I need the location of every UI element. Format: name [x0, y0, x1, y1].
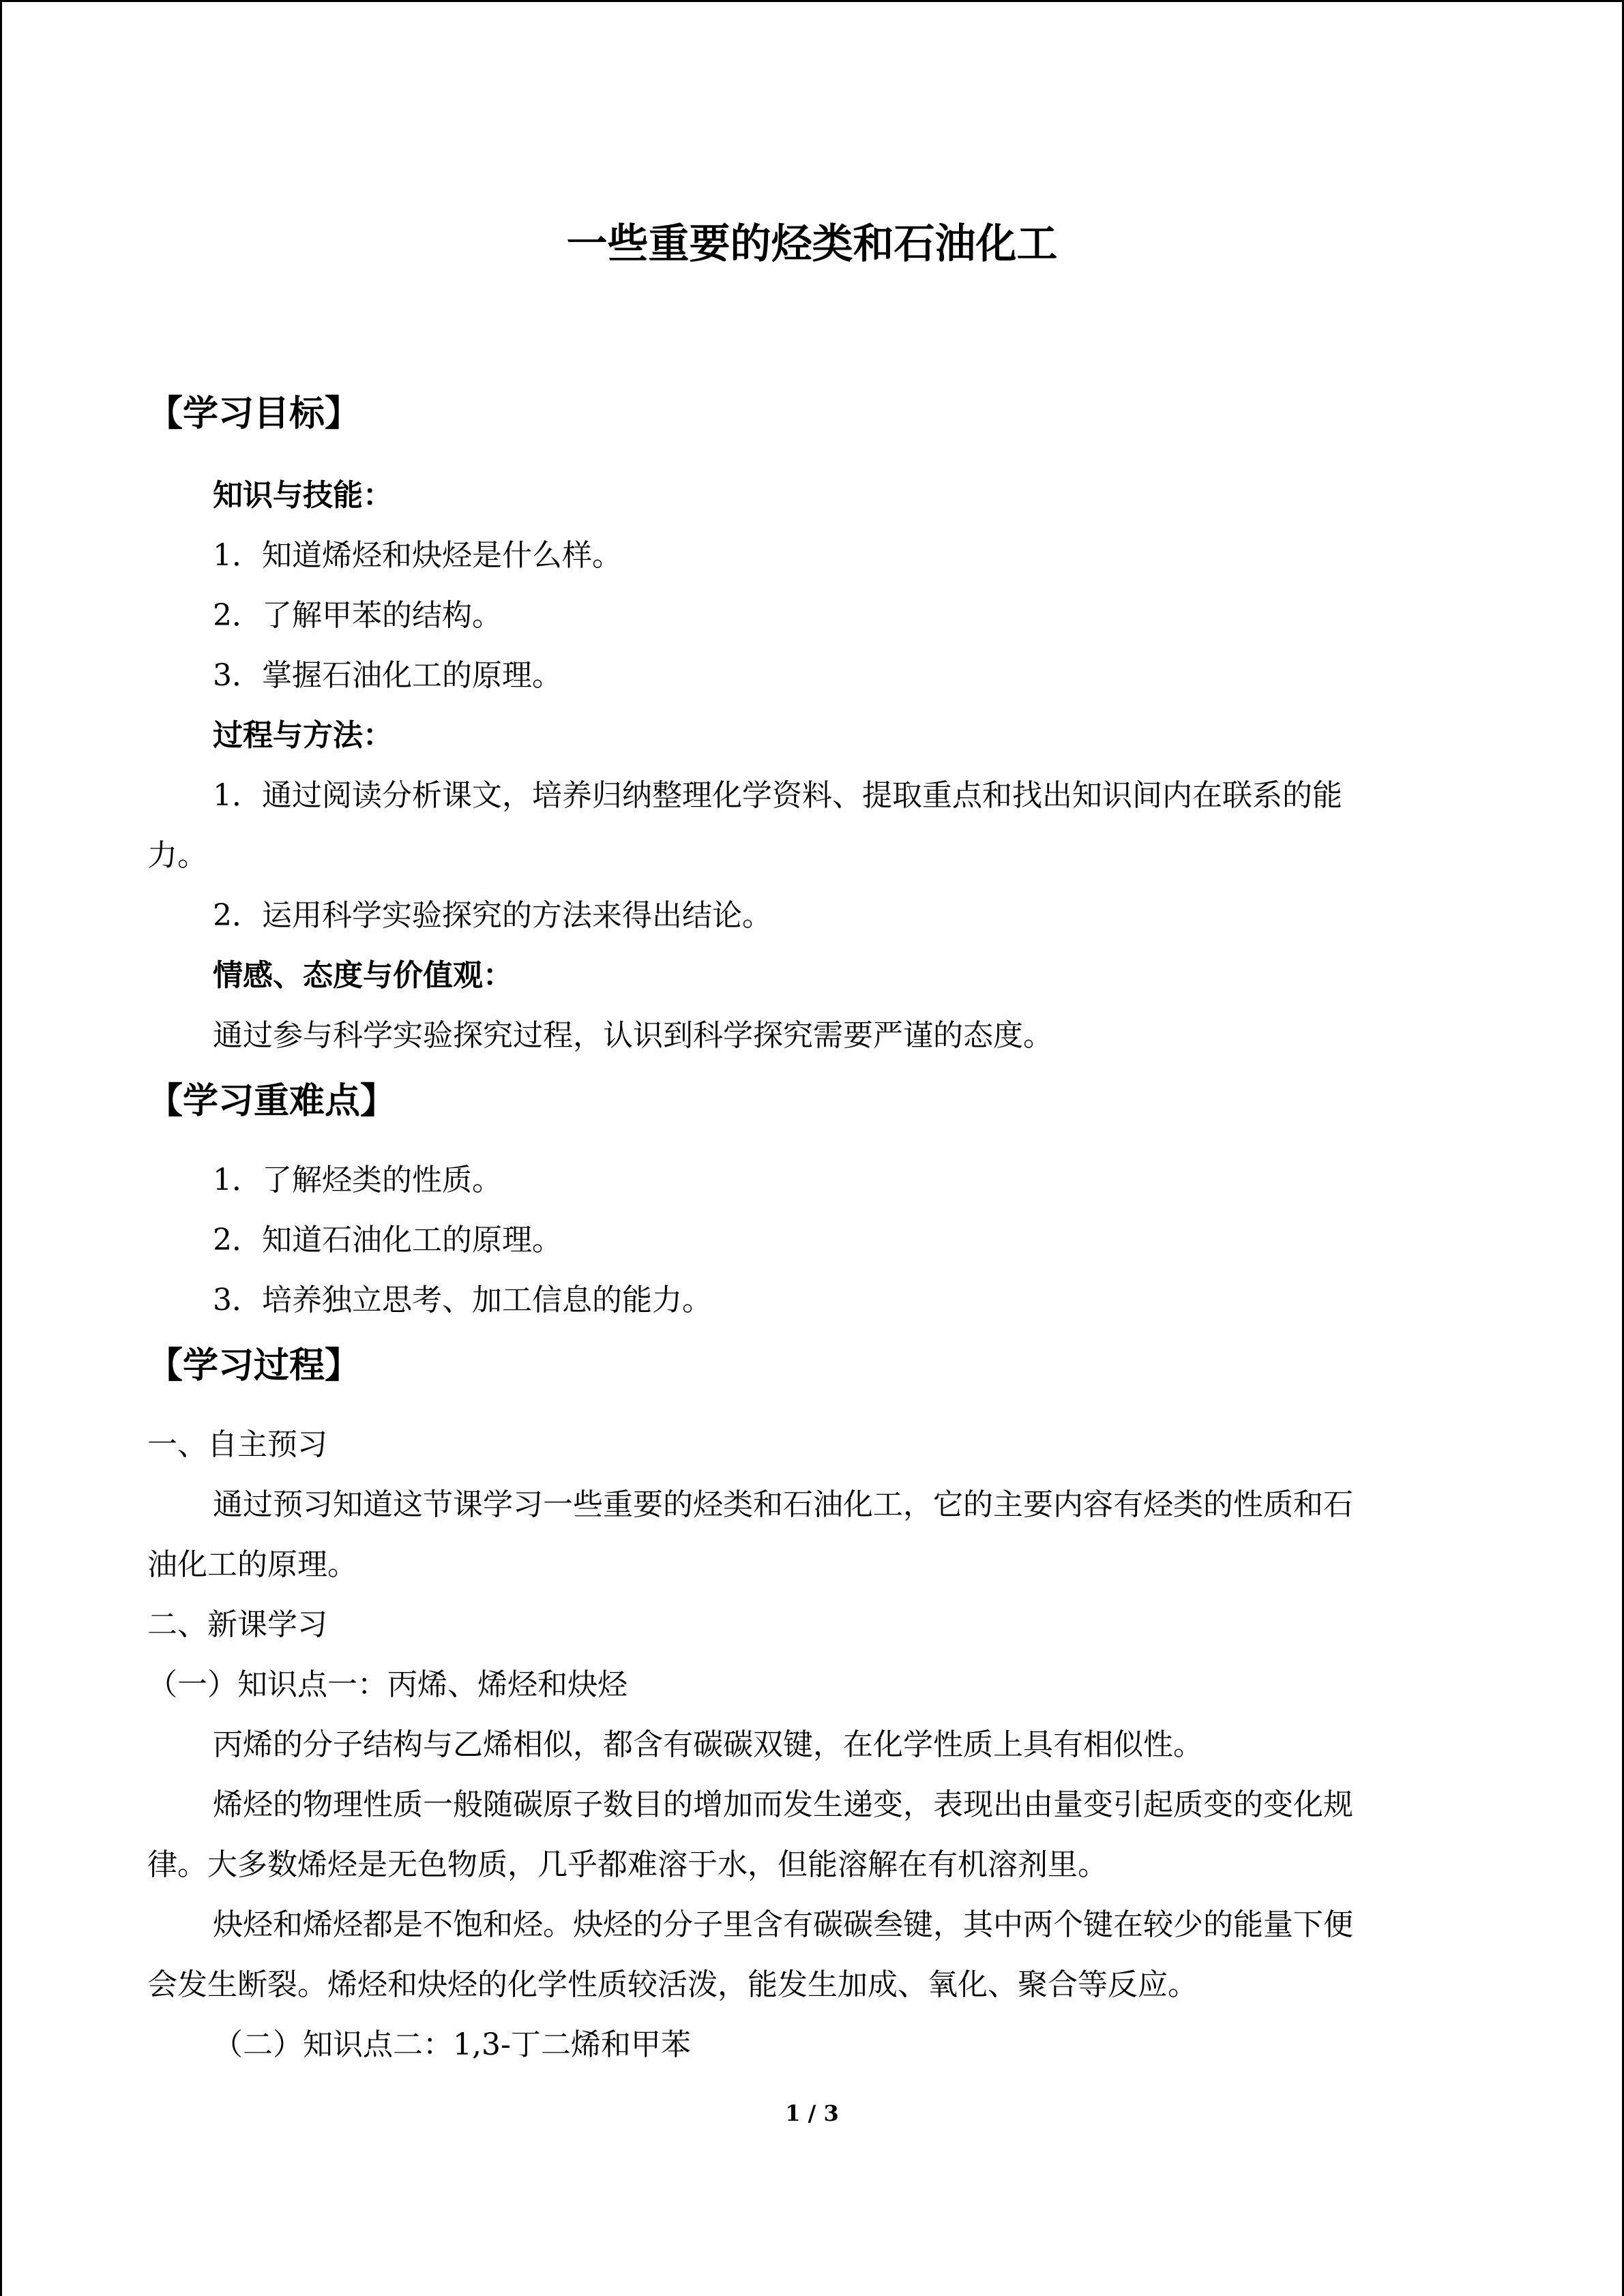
- part-2-title: 二、新课学习: [147, 1607, 327, 1642]
- knowledge-point-2-title: （二）知识点二：1,3-丁二烯和甲苯: [213, 2027, 691, 2062]
- key-point-item-2: 2．知道石油化工的原理。: [213, 1223, 562, 1257]
- point-1-paragraph-3-line-1: 炔烃和烯烃都是不饱和烃。炔烃的分子里含有碳碳叁键，其中两个键在较少的能量下便: [213, 1907, 1353, 1942]
- process-item-2: 2．运用科学实验探究的方法来得出结论。: [213, 898, 772, 933]
- section-heading-objectives: 【学习目标】: [147, 393, 361, 434]
- key-point-item-1: 1．了解烃类的性质。: [213, 1163, 502, 1197]
- point-1-paragraph-2-line-1: 烯烃的物理性质一般随碳原子数目的增加而发生递变，表现出由量变引起质变的变化规: [213, 1787, 1353, 1822]
- knowledge-point-1-title: （一）知识点一：丙烯、烯烃和炔烃: [147, 1667, 628, 1702]
- point-1-paragraph-3-line-2: 会发生断裂。烯烃和炔烃的化学性质较活泼，能发生加成、氧化、聚合等反应。: [147, 1967, 1198, 2002]
- point-1-paragraph-2-line-2: 律。大多数烯烃是无色物质，几乎都难溶于水，但能溶解在有机溶剂里。: [147, 1847, 1108, 1882]
- point-1-paragraph-1: 丙烯的分子结构与乙烯相似，都含有碳碳双键，在化学性质上具有相似性。: [213, 1727, 1203, 1762]
- section-heading-key-points: 【学习重难点】: [147, 1080, 396, 1122]
- document-title: 一些重要的烃类和石油化工: [566, 220, 1058, 268]
- attitude-heading: 情感、态度与价值观：: [213, 958, 513, 993]
- process-item-1-line-2: 力。: [147, 838, 207, 873]
- part-1-text-line-2: 油化工的原理。: [147, 1547, 357, 1582]
- knowledge-item-1: 1．知道烯烃和炔烃是什么样。: [213, 538, 622, 573]
- process-method-heading: 过程与方法：: [213, 718, 393, 753]
- attitude-text: 通过参与科学实验探究过程，认识到科学探究需要严谨的态度。: [213, 1018, 1053, 1053]
- key-point-item-3: 3．培养独立思考、加工信息的能力。: [213, 1283, 712, 1317]
- knowledge-item-3: 3．掌握石油化工的原理。: [213, 658, 562, 693]
- part-1-title: 一、自主预习: [147, 1427, 327, 1462]
- part-1-text-line-1: 通过预习知道这节课学习一些重要的烃类和石油化工，它的主要内容有烃类的性质和石: [213, 1487, 1353, 1522]
- section-heading-process: 【学习过程】: [147, 1345, 361, 1386]
- page-number: 1 / 3: [785, 2100, 839, 2126]
- process-item-1-line-1: 1．通过阅读分析课文，培养归纳整理化学资料、提取重点和找出知识间内在联系的能: [213, 778, 1342, 813]
- knowledge-skills-heading: 知识与技能：: [213, 478, 393, 513]
- knowledge-item-2: 2．了解甲苯的结构。: [213, 598, 502, 633]
